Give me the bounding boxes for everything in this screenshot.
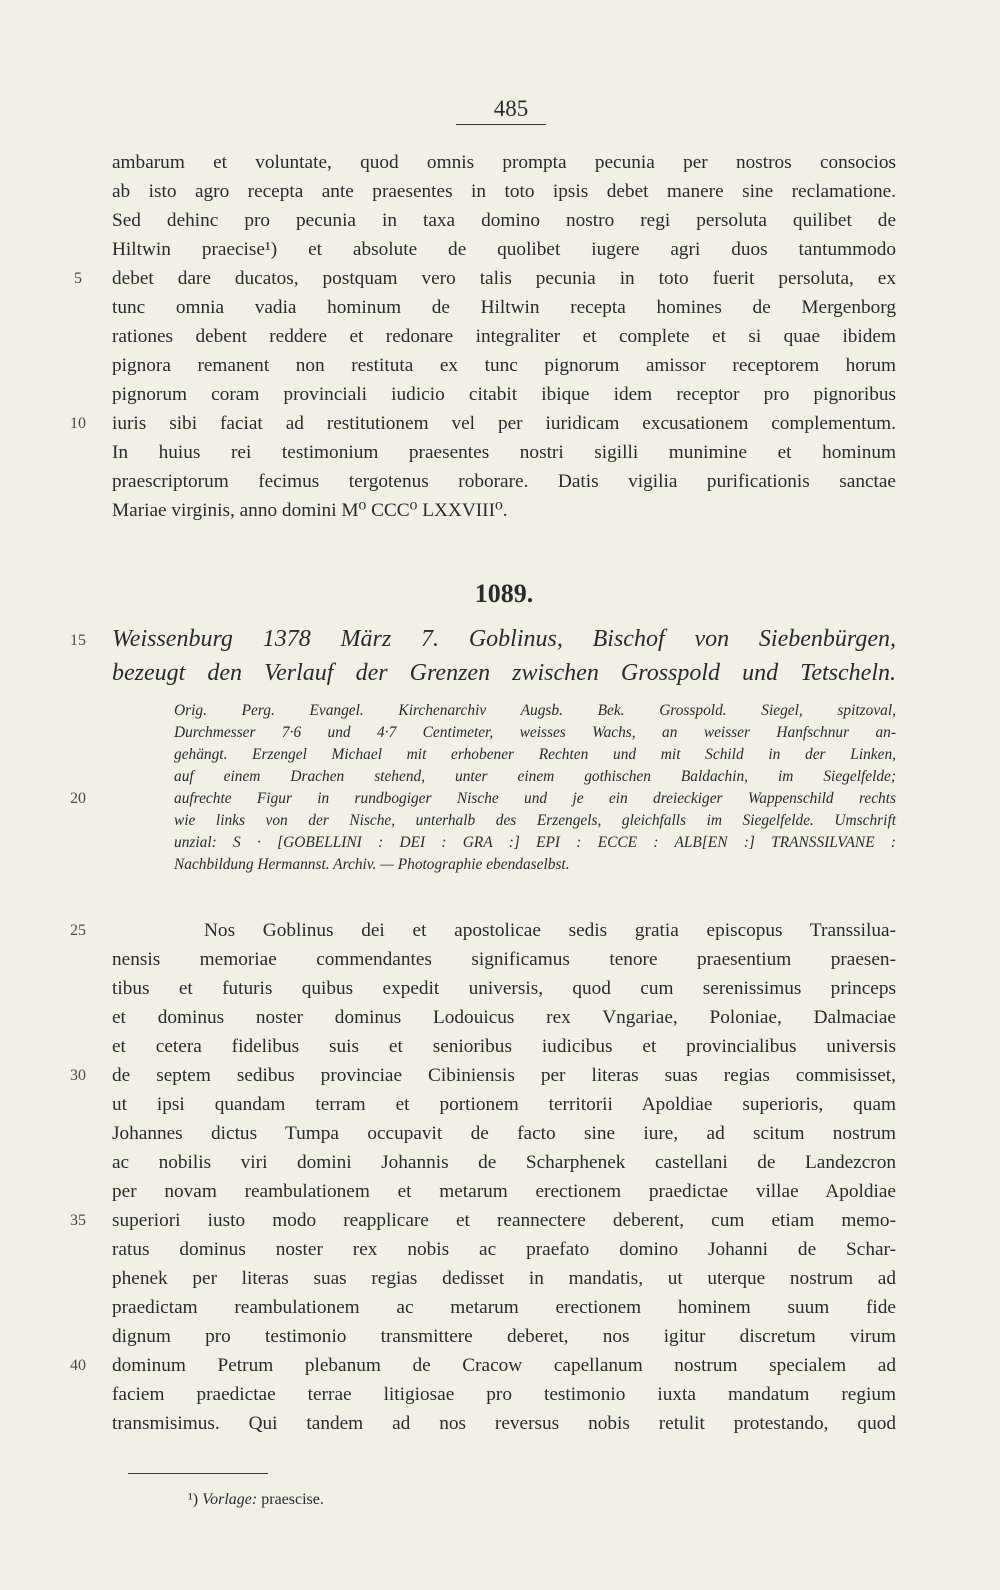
page-number-rule xyxy=(456,124,546,125)
text-line: transmisimus. Qui tandem ad nos reversus nobis retulit protestando, quod xyxy=(112,1413,896,1434)
line-number: 35 xyxy=(70,1212,86,1229)
document-number: 1089. xyxy=(474,579,534,608)
line-number: 10 xyxy=(70,415,86,432)
text-line: rationes debent reddere et redonare integraliter et complete et si quae ibidem xyxy=(112,326,896,347)
line-number: 15 xyxy=(70,632,86,649)
note-line: Durchmesser 7·6 und 4·7 Centimeter, weisses Wachs, an weisser Hanfschnur an- xyxy=(174,724,896,741)
text-line: praescriptorum fecimus tergotenus roborare. Datis vigilia purificationis sanctae xyxy=(112,471,896,492)
text-line: superiori iusto modo reapplicare et reannectere deberent, cum etiam memo- xyxy=(112,1210,896,1231)
text-line: phenek per literas suas regias dedisset in mandatis, ut uterque nostrum ad xyxy=(112,1268,896,1289)
line-number: 5 xyxy=(74,270,82,287)
text-line: per novam reambulationem et metarum erectionem praedictae villae Apoldiae xyxy=(112,1181,896,1202)
text-line: de septem sedibus provinciae Cibiniensis per literas suas regias commisisset, xyxy=(112,1065,896,1086)
text-line: Johannes dictus Tumpa occupavit de facto sine iure, ad scitum nostrum xyxy=(112,1123,896,1144)
text-line: dignum pro testimonio transmittere deberet, nos igitur discretum virum xyxy=(112,1326,896,1347)
text-line: nensis memoriae commendantes significamus tenore praesentium praesen- xyxy=(112,949,896,970)
text-line: Nos Goblinus dei et apostolicae sedis gratia episcopus Transsilua- xyxy=(204,920,896,941)
footnote-rule xyxy=(128,1473,268,1474)
text-line: et cetera fidelibus suis et senioribus iudicibus et provincialibus universis xyxy=(112,1036,896,1057)
text-line: tunc omnia vadia hominum de Hiltwin recepta homines de Mergenborg xyxy=(112,297,896,318)
footnote-text: praescise. xyxy=(261,1491,324,1508)
line-number: 20 xyxy=(70,790,86,807)
line-number: 25 xyxy=(70,922,86,939)
text-line: ut ipsi quandam terram et portionem territorii Apoldiae superioris, quam xyxy=(112,1094,896,1115)
footnote xyxy=(188,1488,324,1512)
text-line: Mariae virginis, anno domini M⁰ CCC⁰ LXXVIII⁰. xyxy=(112,500,508,521)
note-line: Nachbildung Hermannst. Archiv. — Photographie ebendaselbst. xyxy=(174,856,570,873)
text-line: praedictam reambulationem ac metarum erectionem hominem suum fide xyxy=(112,1297,896,1318)
text-line: Sed dehinc pro pecunia in taxa domino nostro regi persoluta quilibet de xyxy=(112,210,896,231)
footnote-marker: ¹) xyxy=(188,1491,199,1508)
note-line: Orig. Perg. Evangel. Kirchenarchiv Augsb. Bek. Grosspold. Siegel, spitzoval, xyxy=(174,702,896,719)
text-line: ambarum et voluntate, quod omnis prompta pecunia per nostros consocios xyxy=(112,152,896,173)
text-line: In huius rei testimonium praesentes nostri sigilli munimine et hominum xyxy=(112,442,896,463)
heading-line: Weissenburg 1378 März 7. Goblinus, Bischof von Siebenbürgen, xyxy=(112,626,896,652)
footnote-label: Vorlage: xyxy=(202,1491,258,1508)
note-line: aufrechte Figur in rundbogiger Nische und je ein dreieckiger Wappenschild rechts xyxy=(174,790,896,807)
text-line: iuris sibi faciat ad restitutionem vel per iuridicam excusationem complementum. xyxy=(112,413,896,434)
text-line: ac nobilis viri domini Johannis de Scharphenek castellani de Landezcron xyxy=(112,1152,896,1173)
line-number: 30 xyxy=(70,1067,86,1084)
text-line: dominum Petrum plebanum de Cracow capellanum nostrum specialem ad xyxy=(112,1355,896,1376)
page-number: 485 xyxy=(493,96,529,121)
text-line: pignora remanent non restituta ex tunc pignorum amissor receptorem horum xyxy=(112,355,896,376)
heading-line: bezeugt den Verlauf der Grenzen zwischen Grosspold und Tetscheln. xyxy=(112,660,896,686)
text-line: faciem praedictae terrae litigiosae pro testimonio iuxta mandatum regium xyxy=(112,1384,896,1405)
text-line: Hiltwin praecise¹) et absolute de quolibet iugere agri duos tantummodo xyxy=(112,239,896,260)
line-number: 40 xyxy=(70,1357,86,1374)
text-line: debet dare ducatos, postquam vero talis pecunia in toto fuerit persoluta, ex xyxy=(112,268,896,289)
note-line: unzial: S · [GOBELLINI : DEI : GRA :] EPI : ECCE : ALB[EN :] TRANSSILVANE : xyxy=(174,834,896,851)
text-line: et dominus noster dominus Lodouicus rex Vngariae, Poloniae, Dalmaciae xyxy=(112,1007,896,1028)
note-line: wie links von der Nische, unterhalb des Erzengels, gleichfalls im Siegelfelde. Umschrift xyxy=(174,812,896,829)
text-line: ab isto agro recepta ante praesentes in toto ipsis debet manere sine reclamatione. xyxy=(112,181,896,202)
text-line: ratus dominus noster rex nobis ac praefato domino Johanni de Schar- xyxy=(112,1239,896,1260)
note-line: auf einem Drachen stehend, unter einem gothischen Baldachin, im Siegelfelde; xyxy=(174,768,896,785)
text-line: tibus et futuris quibus expedit universis, quod cum serenissimus princeps xyxy=(112,978,896,999)
note-line: gehängt. Erzengel Michael mit erhobener Rechten und mit Schild in der Linken, xyxy=(174,746,896,763)
text-line: pignorum coram provinciali iudicio citabit ibique idem receptor pro pignoribus xyxy=(112,384,896,405)
